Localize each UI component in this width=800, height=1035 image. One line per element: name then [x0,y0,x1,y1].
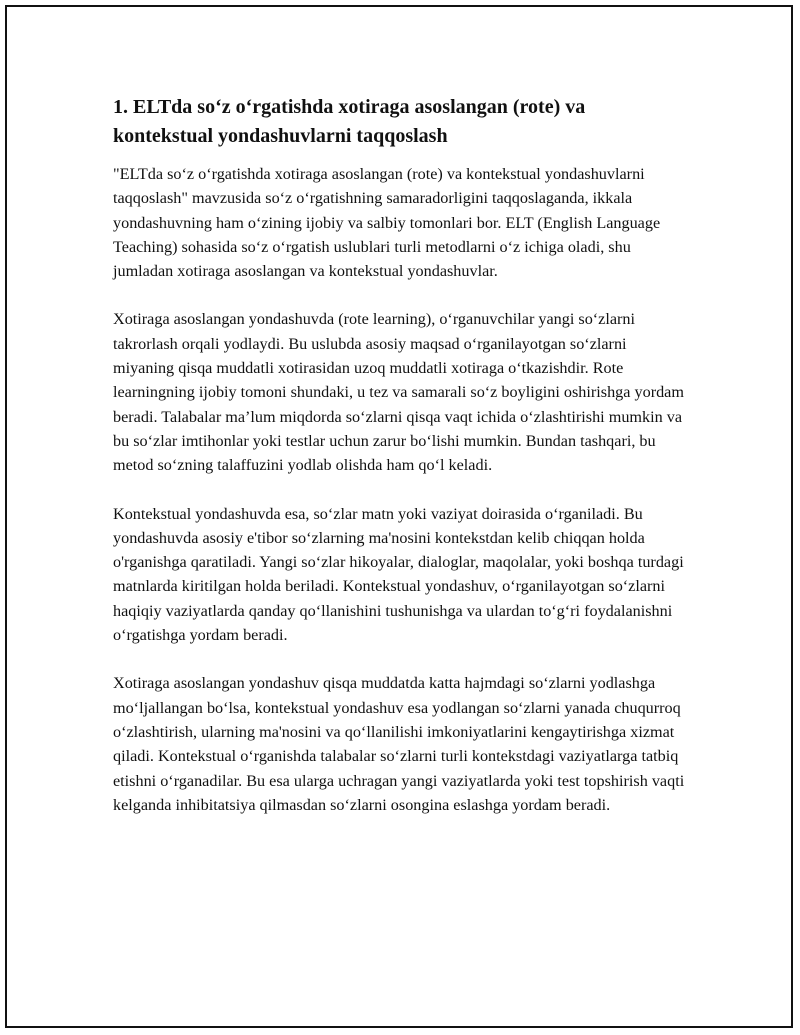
paragraph-rote-learning: Xotiraga asoslangan yondashuvda (rote learning), o‘rganuvchilar yangi so‘zlarni takrorlash orqali yodlaydi. Bu uslubda asosiy maqsad o‘rganilayotgan so‘zlarni miyaning qisqa muddatli xotirasidan uzoq muddatli xotiraga o‘tkazishdir. Rote learningning ijobiy tomoni shundaki, u tez va samarali so‘z boyligini oshirishga yordam beradi. Talabalar ma’lum miqdorda so‘zlarni qisqa vaqt ichida o‘zlashtirishi mumkin va bu so‘zlar imtihonlar yoki testlar uchun zarur bo‘lishi mumkin. Bundan tashqari, bu metod so‘zning talaffuzini yodlab olishda ham qo‘l keladi. [113,310,684,475]
section-heading: 1. ELTda so‘z o‘rgatishda xotiraga asoslangan (rote) va kontekstual yondashuvlarni taqqoslash [113,96,586,147]
paragraph-contextual: Kontekstual yondashuvda esa, so‘zlar matn yoki vaziyat doirasida o‘rganiladi. Bu yondashuvda asosiy e'tibor so‘zlarning ma'nosini kontekstdan kelib chiqqan holda o'rganishga qaratiladi. Yangi so‘zlar hikoyalar, dialoglar, maqolalar, yoki boshqa turdagi matnlarda kiritilgan holda beriladi. Kontekstual yondashuv, o‘rganilayotgan so‘zlarni haqiqiy vaziyatlarda qanday qo‘llanishini tushunishga va ulardan to‘g‘ri foydalanishni o‘rgatishga yordam beradi. [113,504,684,645]
paragraph-comparison: Xotiraga asoslangan yondashuv qisqa muddatda katta hajmdagi so‘zlarni yodlashga mo‘ljallangan bo‘lsa, kontekstual yondashuv esa yodlangan so‘zlarni yanada chuqurroq o‘zlashtirish, ularning ma'nosini va qo‘llanilishi imkoniyatlarini kengaytirishga xizmat qiladi. Kontekstual o‘rganishda talabalar so‘zlarni turli kontekstdagi vaziyatlarga tatbiq etishni o‘rganadilar. Bu esa ularga uchragan yangi vaziyatlarda yoki test topshirish vaqti kelganda inhibitatsiya qilmasdan so‘zlarni osongina eslashga yordam beradi. [113,674,685,814]
paragraph-intro: "ELTda so‘z o‘rgatishda xotiraga asoslangan (rote) va kontekstual yondashuvlarni taqqoslash" mavzusida so‘z o‘rgatishning samaradorligini taqqoslaganda, ikkala yondashuvning ham o‘zining ijobiy va salbiy tomonlari bor. ELT (English Language Teaching) sohasida so‘z o‘rgatish uslublari turli metodlarni o‘z ichiga oladi, shu jumladan xotiraga asoslangan va kontekstual yondashuvlar. [113,165,661,281]
document-body [113,93,688,841]
